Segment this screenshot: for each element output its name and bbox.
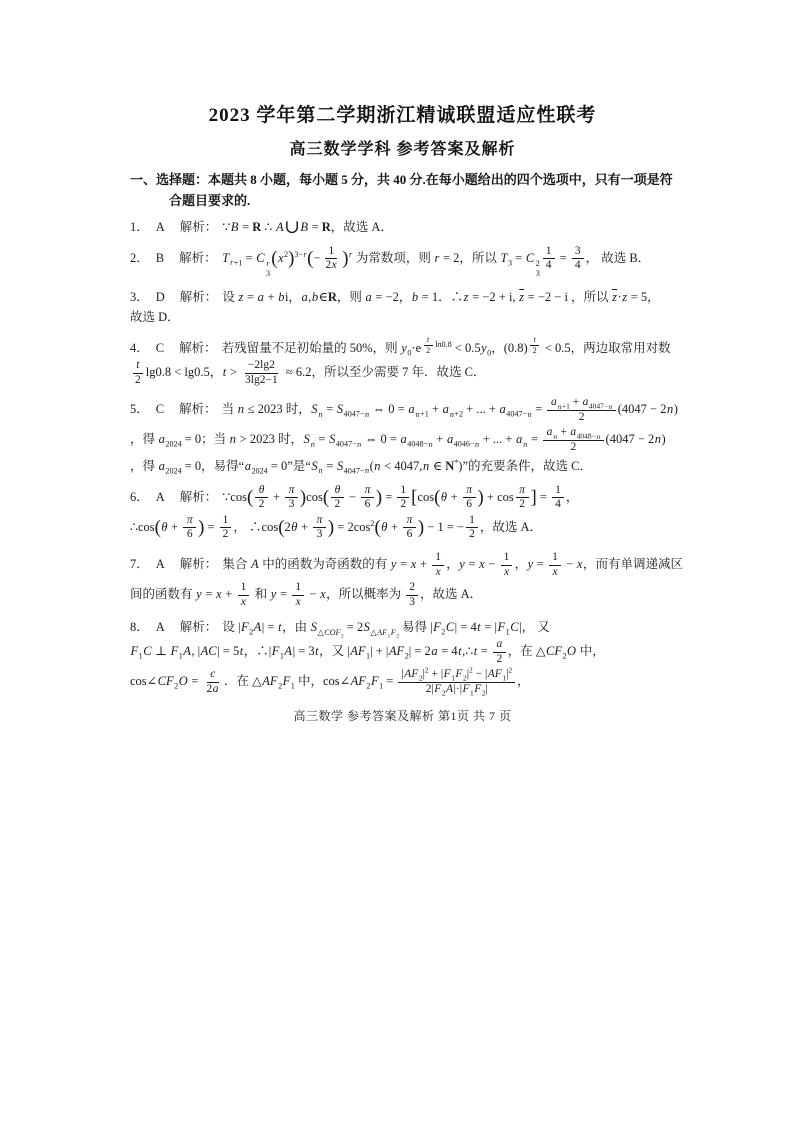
fraction: $\frac{1}{2}$ xyxy=(466,514,478,542)
answer-letter: D xyxy=(155,290,165,305)
fraction: $\frac{1}{x}$ xyxy=(549,551,561,579)
answer-line: 5． C 解析： 当 n ≤ 2023 时，$S_n = S_{4047-n}$ ⇔ $0 = a_{n+1} + a_{n+2}$ + ... + $a_{4047-n}$ = $\frac{a_{n+1} + a_{4047-n}}{2}$ (4047 − 2n) xyxy=(130,396,678,423)
fraction: $\frac{\pi}{6}$ xyxy=(463,484,476,512)
answer-line: 6． A 解析： ∵cos( $\frac{\theta}{2}$ + $\frac{\pi}{3}$ )cos( $\frac{\theta}{2}$ − $\frac{\pi}{6}$ ) = $\frac{1}{2}$ [cos(θ + $\frac{\pi}{6}$ ) + cos $\frac{\pi}{2}$ ] = $\frac{1}{4}$ ， xyxy=(130,483,579,511)
fraction: $\frac{1}{x}$ xyxy=(292,581,304,609)
fraction: $\frac{t}{2}$ xyxy=(423,335,433,355)
fraction: t 2 xyxy=(530,335,540,355)
fraction: $\frac{1}{4}$ xyxy=(552,484,564,512)
fraction: $\frac{\theta}{2}$ xyxy=(331,484,344,512)
section-heading: 一、选择题：本题共 8 小题，每小题 5 分，共 40 分.在每小题给出的四个选项中，只有一项是符合题目要求的. xyxy=(130,172,673,208)
answer-letter: C xyxy=(155,402,165,417)
questions-list xyxy=(130,216,683,698)
question-number: 6． xyxy=(130,489,149,504)
answer-line: $\frac{t}{2}$ lg0.8 < lg0.5，t > $\frac{-2\lg 2}{3\lg 2-1}$ ≈ 6.2，所以至少需要 7 年．故选 C． xyxy=(130,358,675,388)
fraction: $\frac{a_{n+1} + a_{4047-n}}{2}$ xyxy=(547,396,615,424)
page-footer: 高三数学 参考答案及解析 第1页 共 7 页 xyxy=(293,708,512,723)
fraction: $\frac{\pi}{3}$ xyxy=(285,484,298,512)
analysis-label: 解析： xyxy=(179,620,218,635)
fraction: $\frac{1}{4}$ xyxy=(543,245,555,273)
fraction: $\frac{\theta}{2}$ xyxy=(255,484,268,512)
analysis-label: 解析： xyxy=(179,250,217,265)
exam-subtitle: 高三数学学科 参考答案及解析 xyxy=(289,141,516,158)
answer-letter: A xyxy=(155,556,165,571)
answer-letter: A xyxy=(155,489,165,504)
question-2 xyxy=(130,244,675,280)
fraction: $\frac{a_n + a_{4048-n}}{2}$ xyxy=(543,426,603,454)
answer-line: 8． A 解析： 设 $|F_2A| = t$，由 $S_{\triangle COF_2} = 2S_{\triangle AF_1F_2}$ 易得 $|F_2C| = 4t = |F_1C|$， 又 xyxy=(130,620,550,640)
question-7 xyxy=(130,550,683,610)
answer-line: 7． A 解析： 集合 A 中的函数为奇函数的有 y = x + $\frac{1}{x}$ ，y = x − $\frac{1}{x}$ ，y = $\frac{1}{x}$ − x，而有单调递减区 xyxy=(130,550,683,578)
answer-line: $\cos\angle CF_2O$ = $\frac{c}{2a}$ ．在 $\triangle AF_2F_1$ 中，$\cos\angle AF_2F_1$ = $\frac{|AF_2|^2 + |F_1F_2|^2 - |AF_1|^2}{2|F_2A|\cdot|F_1F_2|}$ ， xyxy=(130,665,530,698)
answer-letter: A xyxy=(155,620,165,635)
fraction: $\frac{\pi}{3}$ xyxy=(313,514,326,542)
fraction: $\frac{1}{2x}$ xyxy=(325,244,337,272)
analysis-label: 解析： xyxy=(179,402,217,417)
fraction: $\frac{\pi}{6}$ xyxy=(403,514,416,542)
answer-line: $F_1C$ ⊥ $F_1A$, |AC| = 5t，$\therefore|F_1A| = 3t$，又 $|AF_1| + |AF_2| = 2a$ = 4t,∴t = $\frac{a}{2}$ ，在 $\triangle CF_2O$ 中， xyxy=(130,638,605,665)
question-8 xyxy=(130,617,675,697)
fraction: $\frac{1}{x}$ xyxy=(432,551,444,579)
fraction: $\frac{c}{2a}$ xyxy=(206,668,219,696)
fraction: $\frac{a}{2}$ xyxy=(493,638,506,666)
fraction: $\frac{|AF_2|^2 + |F_1F_2|^2 - |AF_1|^2}{2|F_2A|\cdot|F_1F_2|}$ xyxy=(398,668,515,696)
answer-letter: B xyxy=(155,250,165,265)
question-3 xyxy=(130,287,675,327)
answer-line: 3． D 解析： 设 z = a + bi，a,b∈R，则 a = −2，b = 1．∴z = −2 + i, $\overline{z} = -2 - i$ ，所以 $\overline{z}\cdot z = 5$， xyxy=(130,290,660,305)
fraction: $\frac{2}{3}$ xyxy=(406,581,418,609)
analysis-label: 解析： xyxy=(179,556,218,571)
fraction: $\frac{\pi}{6}$ xyxy=(361,484,374,512)
fraction: $\frac{1}{2}$ xyxy=(397,484,409,512)
analysis-label: 解析： xyxy=(179,219,218,234)
answer-line: ，得 $a_{2024} = 0$；当 n > 2023 时，$S_n = S_{4047-n}$ ⇔ $0 = a_{4048-n} + a_{4046-n}$ + ... + $a_n$ = $\frac{a_n + a_{4048-n}}{2}$ (4047 − 2n) xyxy=(130,426,666,454)
answer-line: ，得 $a_{2024} = 0$，易得“$a_{2024} = 0$”是“$S_n = S_{4047-n}(n < 4047,n$ ∈ N*)”的充要条件，故选 C． xyxy=(130,457,592,476)
question-number: 8． xyxy=(130,620,149,635)
fraction: $\frac{1}{x}$ xyxy=(237,581,249,609)
fraction: $\frac{-2\lg 2}{3\lg 2-1}$ xyxy=(245,359,278,386)
analysis-label: 解析： xyxy=(179,341,217,356)
answer-letter: A xyxy=(155,219,165,234)
answer-line: 故选 D． xyxy=(130,310,180,325)
question-5 xyxy=(130,395,678,476)
fraction: $\frac{3}{4}$ xyxy=(572,245,584,273)
question-number: 5． xyxy=(130,402,149,417)
question-number: 7． xyxy=(130,556,149,571)
question-number: 4． xyxy=(130,341,149,356)
fraction: $\frac{1}{x}$ xyxy=(500,551,512,579)
answer-line: 4． C 解析： 若残留量不足初始量的 50%，则 $y_0\cdot e$ $^{\frac{t}{2} ln0.8} < 0.5y_0$，(0.8) $^{\frac{t}{2}}$ < 0.5，两边取常用对数 xyxy=(130,335,671,358)
fraction: $\frac{t}{2}$ xyxy=(132,359,144,387)
question-number: 3． xyxy=(130,290,149,305)
answer-line: ∴cos(θ + $\frac{\pi}{6}$ ) = $\frac{1}{2}$ ， ∴cos(2θ + $\frac{\pi}{3}$ ) = $2\cos^2(\theta$ + $\frac{\pi}{6}$ ) − 1 = − $\frac{1}{2}$ ，故选 A． xyxy=(130,513,542,541)
question-4 xyxy=(130,334,675,388)
page-content xyxy=(130,100,683,724)
answer-line: 间的函数有 y = x + $\frac{1}{x}$ 和 y = $\frac{1}{x}$ − x，所以概率为 $\frac{2}{3}$ ，故选 A． xyxy=(130,581,483,608)
question-number: 2． xyxy=(130,250,149,265)
answer-letter: C xyxy=(155,341,165,356)
question-number: 1． xyxy=(130,219,149,234)
fraction: $\frac{\pi}{2}$ xyxy=(516,484,529,512)
question-6 xyxy=(130,483,675,543)
fraction: $\frac{1}{2}$ xyxy=(220,514,232,542)
question-1 xyxy=(130,217,675,237)
answer-line: 2． B 解析： $T_{r+1} = C$ r 3 $(x^2)^{3-r}(-$ $\frac{1}{2x}$ )$^r$ 为常数项，则 r = 2，所以 $T_3 = C$ 2 3 $\frac{1}{4}$ = $\frac{3}{4}$ ， 故选 B． xyxy=(130,244,651,278)
exam-title: 2023 学年第二学期浙江精诚联盟适应性联考 xyxy=(208,105,597,126)
answer-line: 1． A 解析： ∵B = R ∴ A∪B = R，故选 A． xyxy=(130,216,393,238)
analysis-label: 解析： xyxy=(179,489,218,504)
fraction: $\frac{\pi}{6}$ xyxy=(183,514,196,542)
analysis-label: 解析： xyxy=(179,290,218,305)
